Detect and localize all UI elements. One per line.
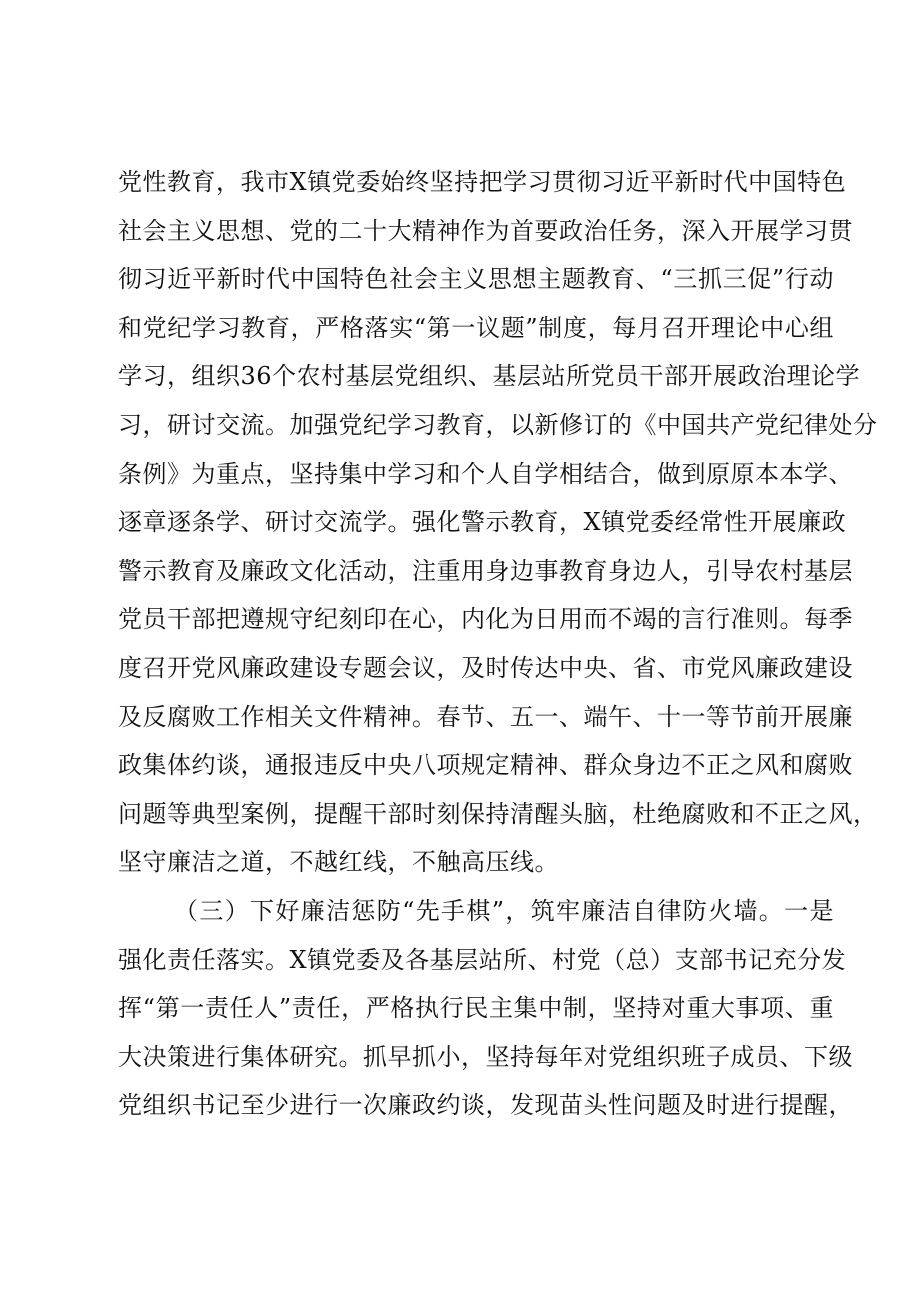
text-line: 坚守廉洁之道，不越红线，不触高压线。 (118, 848, 559, 877)
text-line: 党组织书记至少进行一次廉政约谈，发现苗头性问题及时进行提醒， (118, 1091, 853, 1120)
text-line: 挥“第一责任人”责任，严格执行民主集中制，坚持对重大事项、重 (118, 994, 834, 1023)
text-line: 及反腐败工作相关文件精神。春节、五一、端午、十一等节前开展廉 (118, 702, 853, 731)
text-line: 彻习近平新时代中国特色社会主义思想主题教育、“三抓三促”行动 (118, 265, 834, 294)
text-line: 逐章逐条学、研讨交流学。强化警示教育，X镇党委经常性开展廉政 (118, 508, 847, 537)
text-line: 强化责任落实。X镇党委及各基层站所、村党（总）支部书记充分发 (118, 945, 847, 974)
text-line: 条例》为重点，坚持集中学习和个人自学相结合，做到原原本本学、 (118, 459, 853, 488)
text-line: 政集体约谈，通报违反中央八项规定精神、群众身边不正之风和腐败 (118, 751, 853, 780)
text-line: 和党纪学习教育，严格落实“第一议题”制度，每月召开理论中心组 (118, 313, 834, 342)
text-line: 党员干部把遵规守纪刻印在心，内化为日用而不竭的言行准则。每季 (118, 605, 853, 634)
text-line: 习，研讨交流。加强党纪学习教育，以新修订的《中国共产党纪律处分 (118, 410, 878, 439)
text-line: 社会主义思想、党的二十大精神作为首要政治任务，深入开展学习贯 (118, 216, 853, 245)
text-line: 大决策进行集体研究。抓早抓小，坚持每年对党组织班子成员、下级 (118, 1042, 853, 1071)
text-line: 问题等典型案例，提醒干部时刻保持清醒头脑，杜绝腐败和不正之风， (118, 799, 878, 828)
text-line: 学习，组织36个农村基层党组织、基层站所党员干部开展政治理论学 (118, 362, 861, 391)
paragraph-2 (118, 887, 853, 1130)
paragraph-1 (118, 158, 878, 887)
text-line: 警示教育及廉政文化活动，注重用身边事教育身边人，引导农村基层 (118, 556, 853, 585)
text-line: 度召开党风廉政建设专题会议，及时传达中央、省、市党风廉政建设 (118, 653, 853, 682)
text-line: 党性教育，我市X镇党委始终坚持把学习贯彻习近平新时代中国特色 (118, 168, 847, 196)
section-heading-line: （三）下好廉洁惩防“先手棋”，筑牢廉洁自律防火墙。一是 (174, 896, 834, 925)
document-body (118, 158, 878, 1130)
